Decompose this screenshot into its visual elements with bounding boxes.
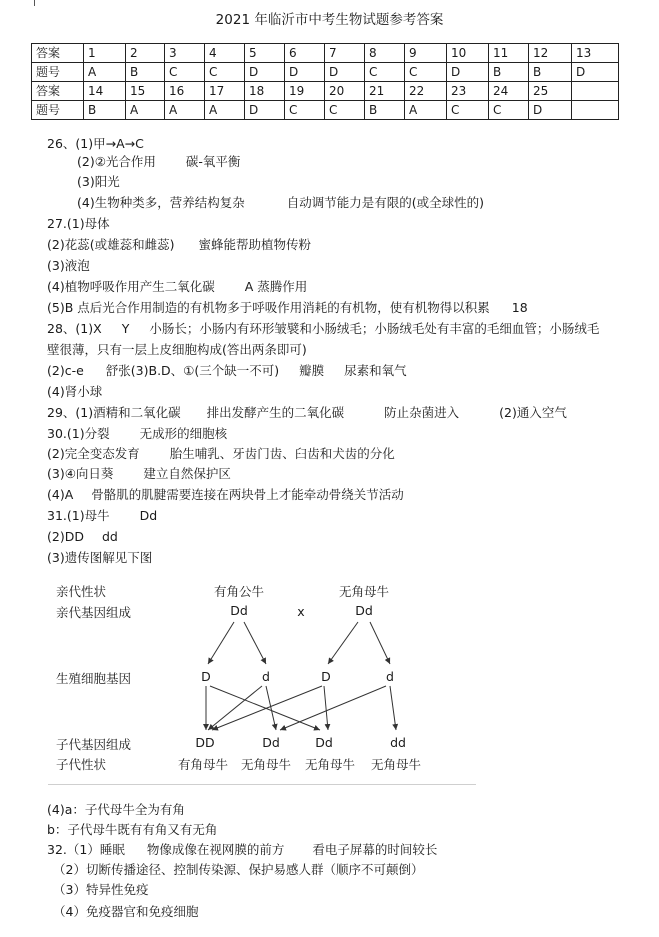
answer-text-segment: 31.(1)母牛 [47, 508, 110, 523]
table-cell: 17 [205, 82, 245, 101]
pedigree-row-label: 亲代基因组成 [56, 605, 132, 620]
table-cell: D [529, 101, 572, 120]
answer-text-segment: 瓣膜 [299, 363, 325, 378]
answer-text-segment: (2)c-e [47, 363, 84, 378]
table-cell: 8 [365, 44, 405, 63]
table-cell [572, 101, 619, 120]
table-cell: A [126, 101, 165, 120]
table-cell: 5 [245, 44, 285, 63]
answer-key-table [31, 43, 619, 120]
table-cell: D [245, 63, 285, 82]
gamete-gene: D [201, 669, 211, 684]
parent-genotype: Dd [355, 603, 373, 618]
inheritance-arrow [280, 686, 386, 730]
table-cell: C [165, 63, 205, 82]
offspring-genotype: Dd [315, 735, 333, 750]
gamete-gene: D [321, 669, 331, 684]
table-cell: A [84, 63, 126, 82]
answer-text-segment: b：子代母牛既有有角又有无角 [47, 822, 218, 837]
table-cell: 13 [572, 44, 619, 63]
answer-text-segment: (3)④向日葵 [47, 466, 114, 481]
table-cell: A [205, 101, 245, 120]
table-cell: C [325, 101, 365, 120]
pedigree-row-label: 生殖细胞基因 [56, 671, 132, 686]
answer-text-segment: 18 [511, 300, 528, 315]
inheritance-arrow [324, 686, 328, 730]
table-row [32, 44, 619, 63]
answer-text-segment: 建立自然保护区 [143, 466, 231, 481]
answer-line [77, 195, 484, 211]
table-cell: 16 [165, 82, 205, 101]
page-corner-mark [34, 0, 35, 6]
answer-text-segment: Y [121, 321, 130, 336]
offspring-trait: 无角母牛 [304, 757, 356, 772]
table-row-header: 题号 [32, 63, 84, 82]
table-cell: D [447, 63, 489, 82]
inheritance-arrow [370, 622, 390, 664]
table-cell: C [365, 63, 405, 82]
answer-line [47, 405, 567, 421]
answer-text-segment: 27.(1)母体 [47, 216, 110, 231]
answer-text-segment: 碳-氧平衡 [185, 154, 241, 169]
table-cell: C [447, 101, 489, 120]
answer-line [47, 342, 307, 358]
table-cell: 2 [126, 44, 165, 63]
answer-line [47, 300, 528, 316]
answer-text-segment: (4)a：子代母牛全为有角 [47, 802, 185, 817]
answer-text-segment: 自动调节能力是有限的(或全球性的) [286, 195, 484, 210]
table-cell: B [529, 63, 572, 82]
table-cell: C [205, 63, 245, 82]
answer-text-segment: 看电子屏幕的时间较长 [312, 842, 438, 857]
answer-line [77, 174, 120, 190]
table-cell: 25 [529, 82, 572, 101]
answer-text-segment: (2)DD [47, 529, 84, 544]
answer-line [47, 802, 185, 818]
answer-text-segment: 小肠长；小肠内有环形皱襞和小肠绒毛；小肠绒毛处有丰富的毛细血管；小肠绒毛 [149, 321, 600, 336]
answer-text-segment: 胎生哺乳、牙齿门齿、臼齿和犬齿的分化 [169, 446, 395, 461]
table-cell: 9 [405, 44, 447, 63]
table-cell: 15 [126, 82, 165, 101]
pedigree-row-label: 子代基因组成 [56, 737, 132, 752]
table-cell: C [405, 63, 447, 82]
answer-line [47, 842, 437, 858]
answer-line [47, 466, 231, 482]
table-cell: 6 [285, 44, 325, 63]
answer-text-segment: 32.（1）睡眠 [47, 842, 125, 857]
table-cell: 11 [489, 44, 529, 63]
table-cell: D [285, 63, 325, 82]
inheritance-arrow [244, 622, 266, 664]
table-cell [572, 82, 619, 101]
table-row-header: 题号 [32, 101, 84, 120]
offspring-genotype: dd [390, 735, 406, 750]
answer-line [47, 384, 102, 400]
answer-line [47, 822, 217, 838]
table-row [32, 101, 619, 120]
answer-text-segment: (3)遗传图解见下图 [47, 550, 153, 565]
answer-text-segment: (4)植物呼吸作用产生二氧化碳 [47, 279, 215, 294]
answer-text-segment: dd [101, 529, 118, 544]
table-cell: 18 [245, 82, 285, 101]
table-cell: 21 [365, 82, 405, 101]
table-cell: 4 [205, 44, 245, 63]
parent-trait: 有角公牛 [213, 584, 265, 599]
answer-text-segment: （2）切断传播途径、控制传染源、保护易感人群（顺序不可颠倒） [53, 862, 424, 877]
inheritance-arrow [208, 622, 234, 664]
table-cell: 20 [325, 82, 365, 101]
answer-line [47, 550, 152, 566]
answer-line [47, 216, 110, 232]
table-cell: B [126, 63, 165, 82]
answer-text-segment: （3）特异性免疫 [53, 882, 149, 897]
table-cell: A [165, 101, 205, 120]
answer-text-segment: 28、(1)X [47, 321, 102, 336]
answer-text-segment: 尿素和氧气 [344, 363, 407, 378]
answer-text-segment: (2)通入空气 [499, 405, 567, 420]
table-cell: 14 [84, 82, 126, 101]
parent-genotype: Dd [230, 603, 248, 618]
gamete-gene: d [262, 669, 270, 684]
table-row-header: 答案 [32, 82, 84, 101]
table-row [32, 82, 619, 101]
answer-text-segment: (2)完全变态发育 [47, 446, 140, 461]
table-cell: B [365, 101, 405, 120]
answer-text-segment: 防止杂菌进入 [384, 405, 460, 420]
table-cell: B [489, 63, 529, 82]
table-cell: C [489, 101, 529, 120]
answer-text-segment: (2)②光合作用 [77, 154, 156, 169]
offspring-genotype: DD [195, 735, 215, 750]
table-cell: D [572, 63, 619, 82]
table-cell: 23 [447, 82, 489, 101]
gamete-gene: d [386, 669, 394, 684]
answer-line [53, 882, 148, 898]
pedigree-row-label: 亲代性状 [56, 584, 107, 599]
answer-line [47, 136, 144, 152]
answer-text-segment: 无成形的细胞核 [139, 426, 228, 441]
page-title: 2021 年临沂市中考生物试题参考答案 [215, 12, 444, 28]
parent-trait: 无角母牛 [338, 584, 390, 599]
answer-text-segment: A 蒸腾作用 [244, 279, 308, 294]
answer-text-segment: 物像成像在视网膜的前方 [146, 842, 285, 857]
table-cell: 1 [84, 44, 126, 63]
table-cell: D [325, 63, 365, 82]
answer-line [77, 154, 240, 170]
answer-line [47, 258, 90, 274]
answer-line [53, 862, 423, 878]
answer-text-segment: 排出发酵产生的二氧化碳 [206, 405, 345, 420]
table-cell: A [405, 101, 447, 120]
inheritance-arrow [210, 686, 320, 730]
answer-text-segment: （4）免疫器官和免疫细胞 [53, 904, 199, 919]
offspring-trait: 有角母牛 [177, 757, 229, 772]
offspring-trait: 无角母牛 [240, 757, 292, 772]
table-cell: 24 [489, 82, 529, 101]
answer-text-segment: 骨骼肌的肌腱需要连接在两块骨上才能牵动骨绕关节活动 [91, 487, 404, 502]
inheritance-arrow [328, 622, 358, 664]
answer-text-segment: 26、(1)甲→A→C [47, 136, 144, 151]
answer-line [47, 426, 227, 442]
cross-symbol: x [297, 604, 305, 619]
table-cell: C [285, 101, 325, 120]
table-cell: D [245, 101, 285, 120]
answer-text-segment: 29、(1)酒精和二氧化碳 [47, 405, 181, 420]
answer-text-segment: 蜜蜂能帮助植物传粉 [198, 237, 311, 252]
answer-text-segment: (4)肾小球 [47, 384, 103, 399]
table-cell: 3 [165, 44, 205, 63]
answer-text-segment: Dd [139, 508, 158, 523]
answer-line [47, 363, 407, 379]
answer-text-segment: (4)A [47, 487, 74, 502]
answer-line [53, 904, 198, 920]
answer-text-segment: (3)液泡 [47, 258, 90, 273]
answer-line [47, 529, 118, 545]
answer-text-segment: (5)B 点后光合作用制造的有机物多于呼吸作用消耗的有机物，使有机物得以积累 [47, 300, 490, 315]
answer-line [47, 279, 307, 295]
offspring-trait: 无角母牛 [370, 757, 422, 772]
answer-text-segment: (2)花蕊(或雄蕊和雌蕊) [47, 237, 175, 252]
genetic-diagram [48, 574, 476, 785]
answer-text-segment: (4)生物种类多，营养结构复杂 [77, 195, 245, 210]
answer-text-segment: (3)阳光 [77, 174, 120, 189]
pedigree-row-label: 子代性状 [56, 757, 107, 772]
table-cell: 19 [285, 82, 325, 101]
answer-text-segment: 30.(1)分裂 [47, 426, 110, 441]
answer-line [47, 321, 599, 337]
table-cell: B [84, 101, 126, 120]
answer-line [47, 508, 157, 524]
table-cell: 12 [529, 44, 572, 63]
offspring-genotype: Dd [262, 735, 280, 750]
inheritance-arrow [390, 686, 396, 730]
inheritance-arrow [208, 686, 262, 730]
answer-line [47, 446, 395, 462]
answer-line [47, 487, 404, 503]
table-row-header: 答案 [32, 44, 84, 63]
table-cell: 7 [325, 44, 365, 63]
table-cell: 10 [447, 44, 489, 63]
answer-text-segment: 壁很薄，只有一层上皮细胞构成(答出两条即可) [47, 342, 307, 357]
table-cell: 22 [405, 82, 447, 101]
table-row [32, 63, 619, 82]
answer-line [47, 237, 311, 253]
answer-text-segment: 舒张(3)B.D、①(三个缺一不可) [105, 363, 280, 378]
